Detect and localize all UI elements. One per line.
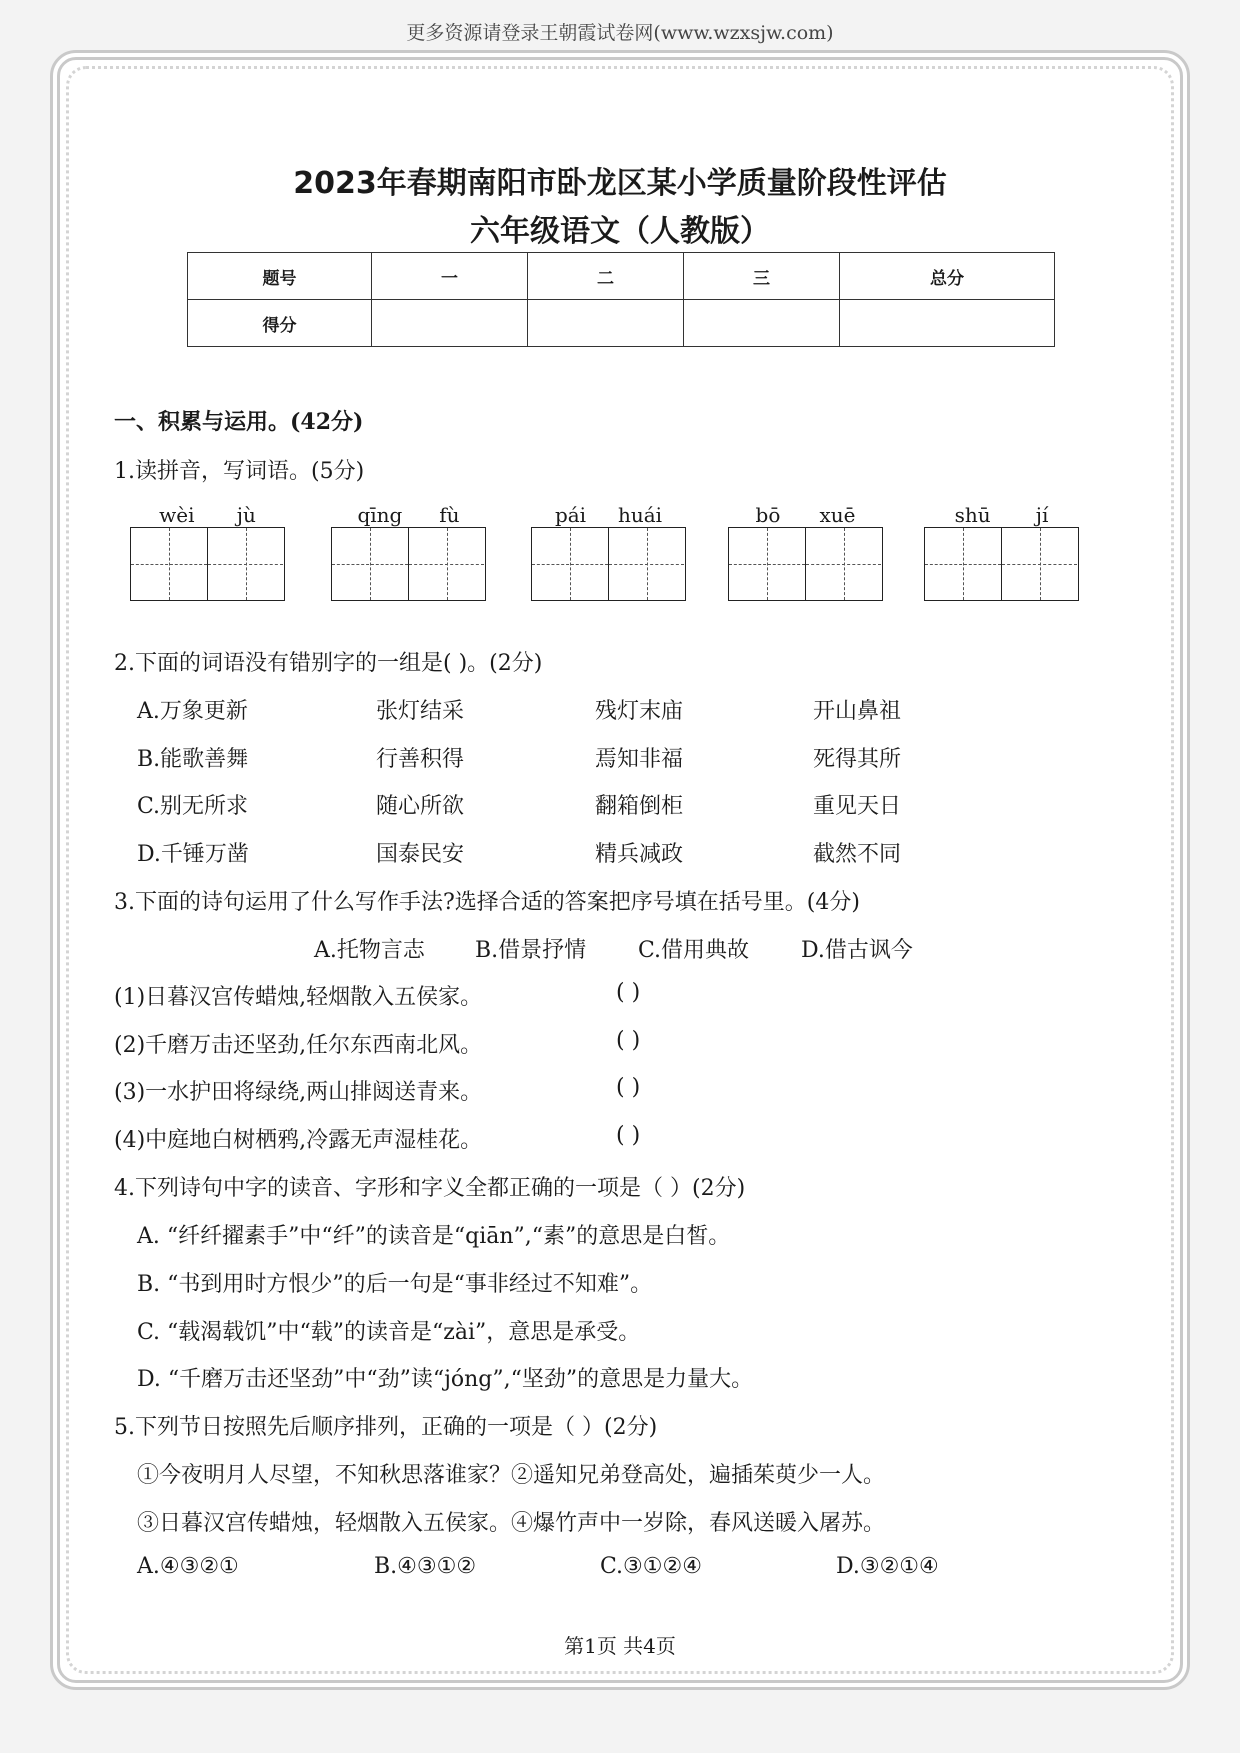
option-b-word-4: 死得其所 xyxy=(813,747,902,772)
score-cell[interactable] xyxy=(684,300,840,347)
q3-item-1: (1)日暮汉宫传蜡烛,轻烟散入五侯家。 xyxy=(114,985,483,1010)
pinyin: huái xyxy=(617,503,663,527)
option-b-word-1: B.能歌善舞 xyxy=(137,747,249,772)
q3-item-3: (3)一水护田将绿绕,两山排闼送青来。 xyxy=(114,1080,483,1105)
option-a-word-1: A.万象更新 xyxy=(137,699,248,724)
option-c-word-2: 随心所欲 xyxy=(376,794,465,819)
writing-grid[interactable] xyxy=(331,527,486,601)
answer-paren[interactable]: ( ) xyxy=(616,1123,641,1148)
writing-grid[interactable] xyxy=(130,527,285,601)
pinyin: jí xyxy=(1035,503,1049,527)
header-link[interactable]: 更多资源请登录王朝霞试卷网(www.wzxsjw.com) xyxy=(406,22,834,44)
q3-item-2: (2)千磨万击还坚劲,任尔东西南北风。 xyxy=(114,1033,483,1058)
option-a-word-4: 开山鼻祖 xyxy=(813,699,902,724)
option-d-word-2: 国泰民安 xyxy=(376,842,465,867)
question-1-prompt: 1.读拼音，写词语。(5分) xyxy=(114,459,365,484)
score-cell[interactable] xyxy=(372,300,528,347)
q5-option-b: B.④③①② xyxy=(374,1554,477,1579)
pinyin: fù xyxy=(439,503,460,527)
table-cell: 一 xyxy=(372,253,528,300)
q5-option-c: C.③①②④ xyxy=(600,1554,702,1579)
pinyin: wèi xyxy=(159,503,195,527)
q3-option-c: C.借用典故 xyxy=(638,938,750,963)
option-d-word-3: 精兵减政 xyxy=(595,842,684,867)
section-heading: 一、积累与运用。(42分) xyxy=(114,409,364,435)
table-cell: 总分 xyxy=(840,253,1055,300)
option-b-word-3: 焉知非福 xyxy=(595,747,684,772)
q5-poem-line-1: ①今夜明月人尽望，不知秋思落谁家？②遥知兄弟登高处，遍插茱萸少一人。 xyxy=(137,1463,886,1488)
q4-option-d: D. “千磨万击还坚劲”中“劲”读“jóng”,“坚劲”的意思是力量大。 xyxy=(137,1367,754,1392)
table-row xyxy=(188,253,1055,300)
pinyin: jù xyxy=(236,503,256,527)
option-d-word-1: D.千锤万凿 xyxy=(137,842,249,867)
pinyin-group xyxy=(531,503,686,601)
q4-option-b: B. “书到用时方恨少”的后一句是“事非经过不知难”。 xyxy=(137,1272,653,1297)
q4-option-c: C. “载渴载饥”中“载”的读音是“zài”，意思是承受。 xyxy=(137,1320,641,1345)
answer-paren[interactable]: ( ) xyxy=(616,1028,641,1053)
pinyin-group xyxy=(728,503,883,601)
writing-grid[interactable] xyxy=(728,527,883,601)
option-c-word-3: 翻箱倒柜 xyxy=(595,794,684,819)
score-table xyxy=(187,252,1055,347)
question-2-prompt: 2.下面的词语没有错别字的一组是( )。(2分) xyxy=(114,651,543,676)
table-row xyxy=(188,300,1055,347)
page-footer: 第1页 共4页 xyxy=(564,1634,676,1658)
option-a-word-3: 残灯末庙 xyxy=(595,699,684,724)
question-5-prompt: 5.下列节日按照先后顺序排列，正确的一项是（ ）(2分) xyxy=(114,1415,658,1440)
writing-grid[interactable] xyxy=(924,527,1079,601)
q3-item-4: (4)中庭地白树栖鸦,冷露无声湿桂花。 xyxy=(114,1128,483,1153)
option-c-word-4: 重见天日 xyxy=(813,794,902,819)
pinyin: pái xyxy=(554,503,587,527)
pinyin: xuē xyxy=(819,503,856,527)
option-b-word-2: 行善积得 xyxy=(376,747,465,772)
exam-title: 2023年春期南阳市卧龙区某小学质量阶段性评估 xyxy=(293,166,947,201)
q5-option-d: D.③②①④ xyxy=(836,1554,939,1579)
table-cell: 得分 xyxy=(188,300,372,347)
option-d-word-4: 截然不同 xyxy=(813,842,902,867)
option-c-word-1: C.别无所求 xyxy=(137,794,249,819)
table-cell: 三 xyxy=(684,253,840,300)
pinyin: shū xyxy=(954,503,991,527)
score-cell[interactable] xyxy=(528,300,684,347)
q3-option-a: A.托物言志 xyxy=(314,938,425,963)
answer-paren[interactable]: ( ) xyxy=(616,1075,641,1100)
q3-option-b: B.借景抒情 xyxy=(475,938,587,963)
pinyin: bō xyxy=(755,503,781,527)
table-cell: 题号 xyxy=(188,253,372,300)
pinyin-group xyxy=(130,503,285,601)
question-3-prompt: 3.下面的诗句运用了什么写作手法?选择合适的答案把序号填在括号里。(4分) xyxy=(114,890,860,915)
option-a-word-2: 张灯结采 xyxy=(376,699,465,724)
q3-option-d: D.借古讽今 xyxy=(801,938,913,963)
writing-grid[interactable] xyxy=(531,527,686,601)
pinyin-group xyxy=(331,503,486,601)
pinyin-group xyxy=(924,503,1079,601)
table-cell: 二 xyxy=(528,253,684,300)
pinyin: qīng xyxy=(357,503,403,527)
q5-poem-line-2: ③日暮汉宫传蜡烛，轻烟散入五侯家。④爆竹声中一岁除，春风送暖入屠苏。 xyxy=(137,1511,886,1536)
score-cell[interactable] xyxy=(840,300,1055,347)
answer-paren[interactable]: ( ) xyxy=(616,980,641,1005)
question-4-prompt: 4.下列诗句中字的读音、字形和字义全都正确的一项是（ ）(2分) xyxy=(114,1176,746,1201)
q5-option-a: A.④③②① xyxy=(137,1554,239,1579)
q4-option-a: A. “纤纤擢素手”中“纤”的读音是“qiān”,“素”的意思是白皙。 xyxy=(137,1224,731,1249)
exam-subtitle: 六年级语文（人教版） xyxy=(470,214,770,249)
